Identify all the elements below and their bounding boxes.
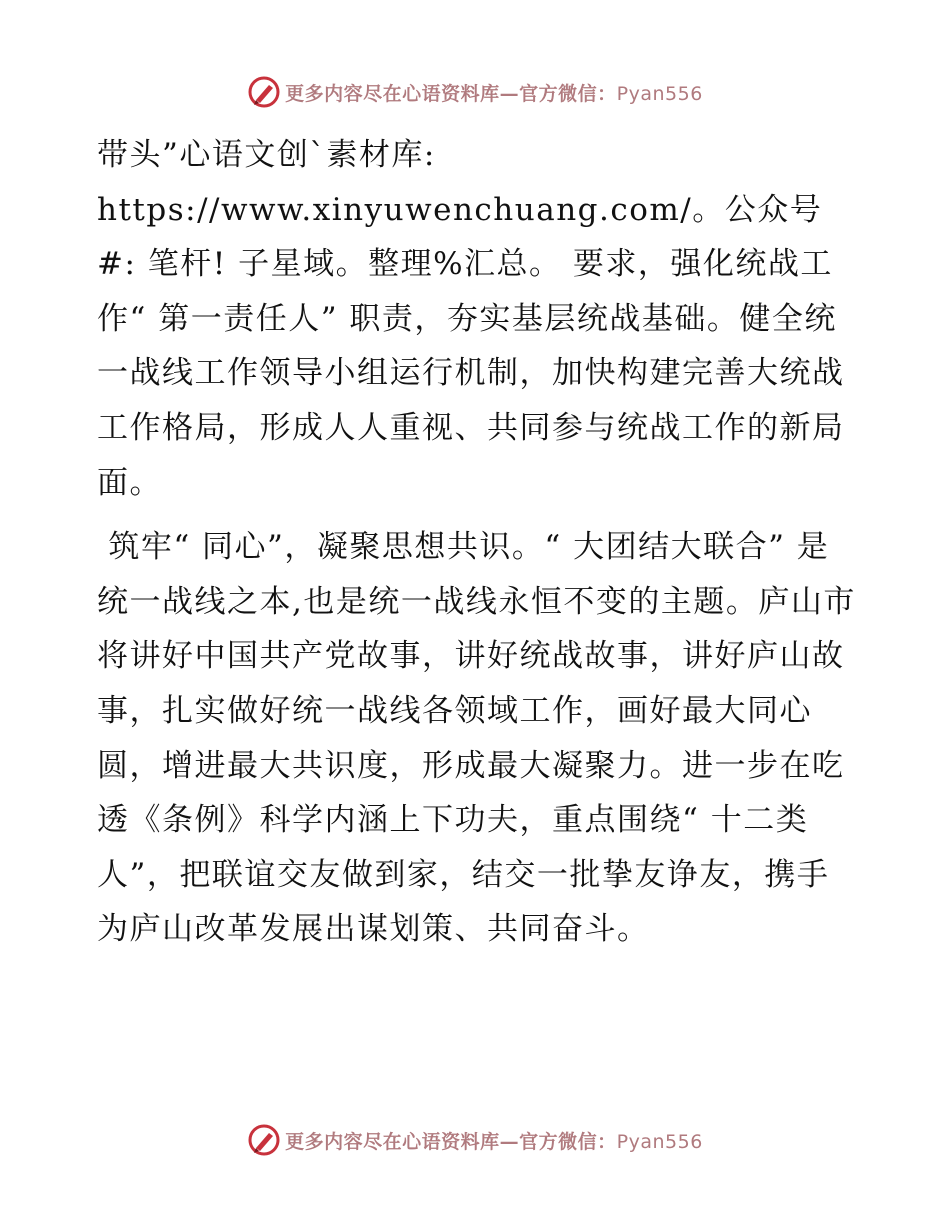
pen-logo-icon — [247, 1123, 281, 1157]
paragraph-2: 筑牢“ 同心”，凝聚思想共识。“ 大团结大联合” 是统一战线之本,也是统一战线永恒不变的主题。庐山市将讲好中国共产党故事，讲好统战故事，讲好庐山故事，扎实做好统一战线各领域工作，画好最大同心圆，增进最大共识度，形成最大凝聚力。进一步在吃透《条例》科学内涵上下功夫，重点围绕“ 十二类人”，把联谊交友做到家，结交一批挚友诤友，携手为庐山改革发展出谋划策、共同奋斗。 — [97, 529, 856, 948]
footer-banner — [0, 1120, 950, 1160]
header-banner-text: 更多内容尽在心语资料库—官方微信：Pyan556 — [285, 82, 703, 105]
header-wechat-id: Pyan556 — [616, 82, 703, 105]
footer-banner-text: 更多内容尽在心语资料库—官方微信：Pyan556 — [285, 1130, 703, 1153]
header-banner — [0, 72, 950, 112]
document-body — [97, 128, 857, 957]
paragraph-1: 带头”心语文创`素材库: https://www.xinyuwenchuang.com/。公众号#: 笔杆! 子星域。整理%汇总。 要求，强化统战工作“ 第一责任人” 职责，夯实基层统战基础。健全统一战线工作领导小组运行机制，加快构建完善大统战工作格局，形成人人重视、共同参与统战工作的新局面。 — [97, 137, 845, 501]
footer-wechat-id: Pyan556 — [616, 1130, 703, 1153]
pen-logo-icon — [247, 75, 281, 109]
